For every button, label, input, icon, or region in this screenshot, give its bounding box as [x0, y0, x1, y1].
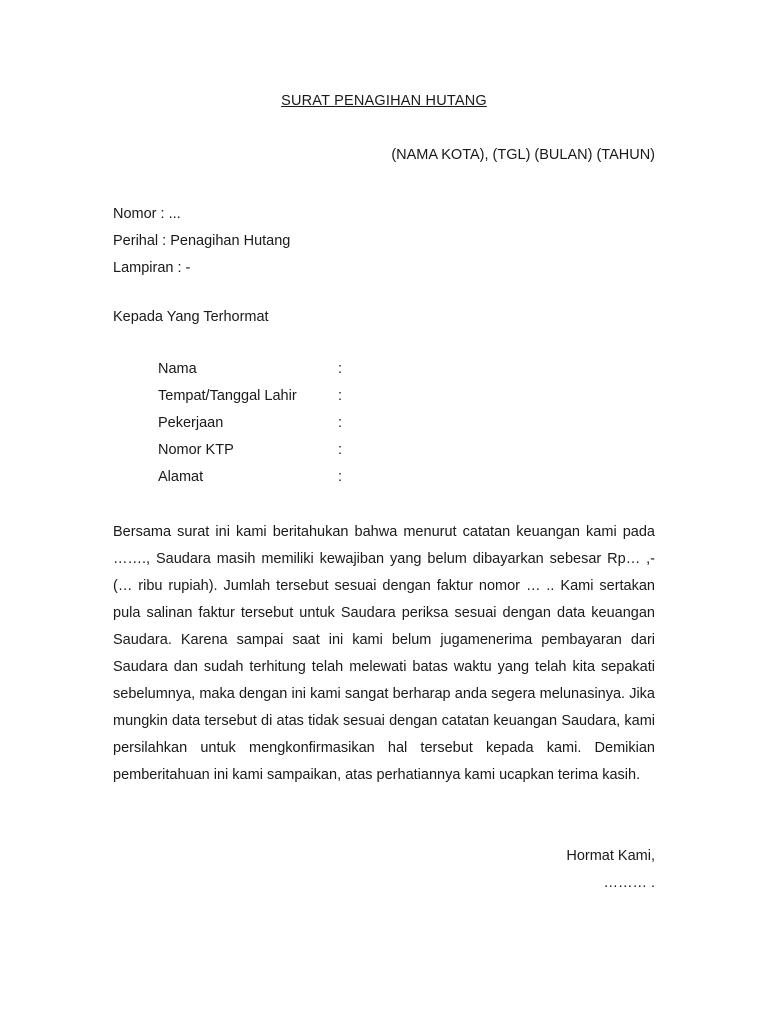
addressee: Kepada Yang Terhormat	[113, 309, 269, 325]
identity-separator: :	[338, 361, 343, 377]
body-paragraph: Bersama surat ini kami beritahukan bahwa menurut catatan keuangan kami pada ……., Saudara masih memiliki kewajiban yang belum dibayarkan sebesar Rp… ,- (… ribu rupiah). Jumlah tersebut sesuai dengan faktur nomor … .. Kami sertakan pula salinan faktur tersebut untuk Saudara periksa sesuai dengan data keuangan Saudara. Karena sampai saat ini kami belum jugamenerima pembayaran dari Saudara dan sudah terhitung telah melewati batas waktu yang telah kita sepakati sebelumnya, maka dengan ini kami sangat berharap anda segera melunasinya. Jika mungkin data tersebut di atas tidak sesuai dengan catatan keuangan Saudara, kami persilahkan untuk mengkonfirmasikan hal tersebut kepada kami. Demikian pemberitahuan ini kami sampaikan, atas perhatiannya kami ucapkan terima kasih.	[113, 524, 655, 783]
letter-number: Nomor : ...	[113, 206, 181, 222]
identity-label: Tempat/Tanggal Lahir	[158, 388, 297, 404]
letter-meta	[113, 201, 290, 282]
signature-placeholder: ……… .	[603, 875, 655, 891]
identity-label: Nama	[158, 361, 197, 377]
letter-body	[113, 519, 655, 789]
identity-separator: :	[338, 442, 343, 458]
closing-block	[566, 843, 655, 897]
identity-separator: :	[338, 415, 343, 431]
identity-label: Pekerjaan	[158, 415, 224, 431]
identity-label: Alamat	[158, 469, 204, 485]
identity-separator: :	[338, 388, 343, 404]
identity-label: Nomor KTP	[158, 442, 234, 458]
place-date: (NAMA KOTA), (TGL) (BULAN) (TAHUN)	[391, 147, 655, 163]
identity-separator: :	[338, 469, 343, 485]
letter-subject: Perihal : Penagihan Hutang	[113, 233, 291, 249]
letter-attachment: Lampiran : -	[113, 260, 191, 276]
closing-greeting: Hormat Kami,	[566, 848, 655, 864]
letter-title: SURAT PENAGIHAN HUTANG	[281, 93, 487, 109]
